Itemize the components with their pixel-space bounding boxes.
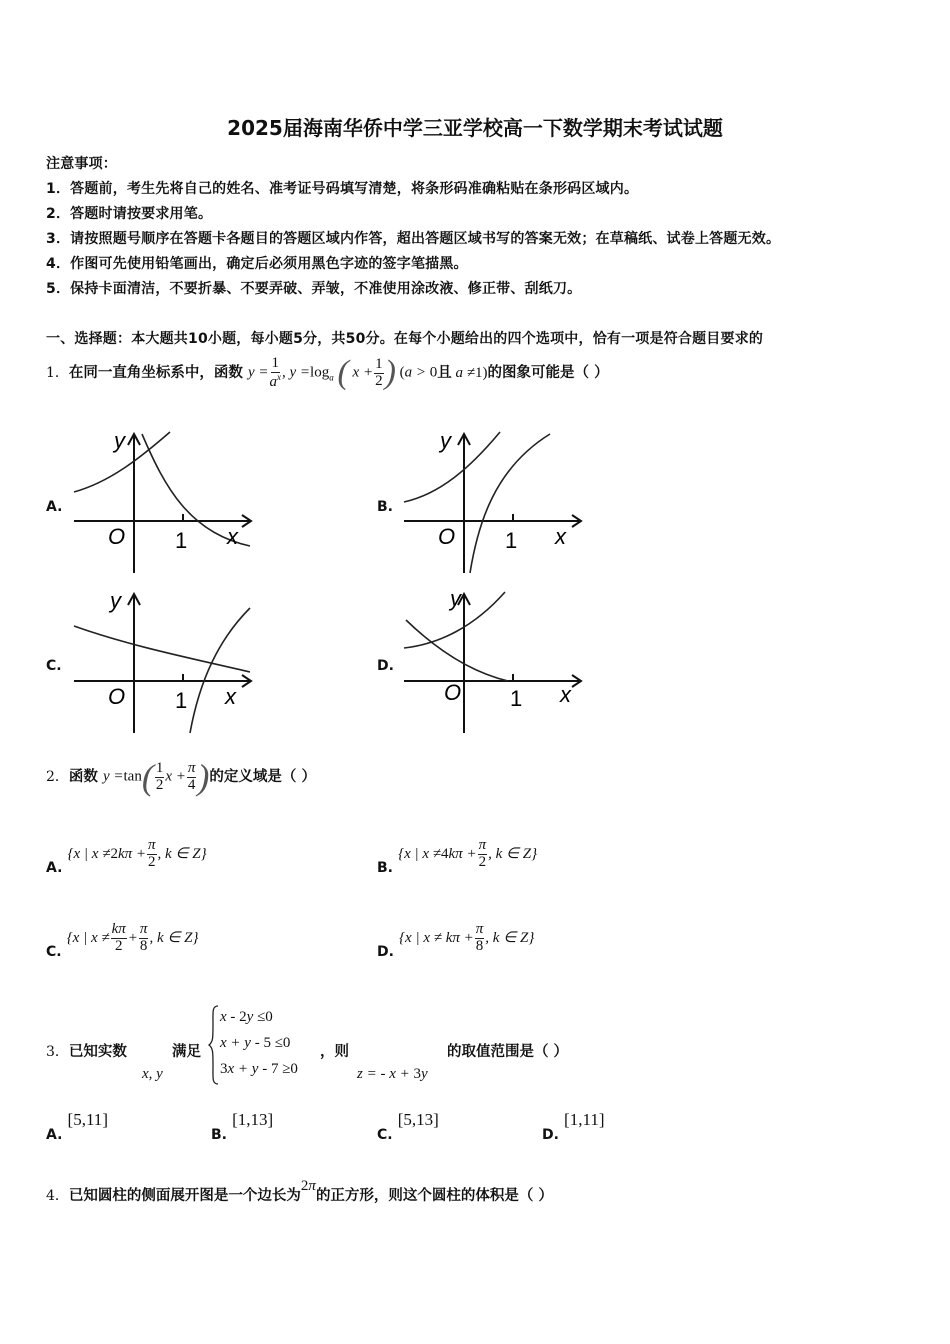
y-axis-label: y — [450, 588, 461, 611]
origin-label: O — [108, 524, 126, 549]
y-axis-label: y — [440, 428, 451, 453]
question-text: 的正方形，则这个圆柱的体积是（ ） — [315, 1188, 553, 1204]
question-text: 的定义域是（ ） — [209, 769, 316, 785]
notice-item: 1．答题前，考生先将自己的姓名、准考证号码填写清楚，将条形码准确粘贴在条形码区域内。 — [46, 181, 639, 197]
tick-label: 1 — [175, 528, 188, 553]
origin-label: O — [438, 524, 456, 549]
option-value: 1,11 — [569, 1110, 599, 1129]
question-number: 3． — [46, 1044, 69, 1060]
option-value: 5,13 — [403, 1110, 434, 1129]
tick-label: 1 — [505, 528, 518, 553]
question-4 — [46, 1178, 553, 1205]
question-2 — [46, 756, 316, 798]
question-text: 的取值范围是（ ） — [447, 1044, 569, 1060]
x-axis-label: x — [227, 524, 238, 549]
option-d[interactable]: D. {x | x ≠ kπ + $\frac{\pi}{8}$ , k ∈ Z} — [377, 921, 535, 960]
formula: {x | x ≠4kπ + $\frac{\pi}{2}$ , k ∈ Z} — [398, 837, 538, 870]
formula: z = - x + 3y — [357, 1066, 428, 1082]
y-axis-label: y — [110, 588, 121, 613]
option-c[interactable]: C. {x | x ≠ $\frac{k\pi}{2}$ + $\frac{\pi}{8}$ , k ∈ Z} — [46, 921, 199, 960]
question-number: 2． — [46, 769, 69, 785]
x-axis-label: x — [555, 524, 566, 549]
question-1 — [46, 354, 609, 392]
x-axis-label: x — [225, 684, 236, 709]
option-a[interactable]: A. [5,11] — [46, 1110, 108, 1143]
formula: a ≠1) — [451, 365, 488, 381]
x-axis-label: x — [560, 682, 571, 707]
option-c-label[interactable]: C. — [46, 658, 62, 674]
formula: y =tan( $\frac{1}{2}$ x + $\frac{\pi}{4}$ ) — [102, 757, 210, 797]
option-d[interactable]: D. [1,11] — [542, 1110, 605, 1143]
option-value: 1,13 — [237, 1110, 268, 1129]
y-axis-label: y — [114, 428, 125, 453]
graph-option-b[interactable] — [400, 428, 590, 580]
option-d-label[interactable]: D. — [377, 658, 394, 674]
question-text: 在同一直角坐标系中，函数 — [68, 365, 243, 381]
question-text: 已知实数 — [68, 1044, 127, 1060]
origin-label: O — [444, 680, 462, 705]
formula: {x | x ≠ $\frac{k\pi}{2}$ + $\frac{\pi}{8}$ , k ∈ Z} — [66, 921, 199, 954]
formula: 2π — [300, 1178, 316, 1194]
formula: {x | x ≠ kπ + $\frac{\pi}{8}$ , k ∈ Z} — [399, 921, 535, 954]
notice-item: 4．作图可先使用铅笔画出，确定后必须用黑色字迹的签字笔描黑。 — [46, 256, 468, 272]
formula: x, y — [142, 1066, 163, 1082]
question-text: 的图象可能是（ ） — [487, 365, 609, 381]
option-a[interactable]: A. {x | x ≠2kπ + $\frac{\pi}{2}$ , k ∈ Z} — [46, 837, 207, 876]
notice-item: 5．保持卡面清洁，不要折暴、不要弄破、弄皱，不准使用涂改液、修正带、刮纸刀。 — [46, 281, 582, 297]
question-text: 已知圆柱的侧面展开图是一个边长为 — [68, 1188, 301, 1204]
option-b[interactable]: B. [1,13] — [211, 1110, 274, 1143]
option-c[interactable]: C. [5,13] — [377, 1110, 439, 1143]
question-number: 1． — [46, 365, 69, 381]
notice-heading: 注意事项： — [46, 156, 117, 172]
notice-item: 3．请按照题号顺序在答题卡各题目的答题区域内作答，超出答题区域书写的答案无效；在草稿纸、试卷上答题无效。 — [46, 231, 781, 247]
tick-label: 1 — [510, 686, 523, 711]
formula: {x | x ≠2kπ + $\frac{\pi}{2}$ , k ∈ Z} — [67, 837, 207, 870]
option-a-label[interactable]: A. — [46, 499, 63, 515]
tick-label: 1 — [175, 688, 188, 713]
question-text: 且 — [437, 365, 452, 381]
option-b-label[interactable]: B. — [377, 499, 393, 515]
question-text: 函数 — [68, 769, 98, 785]
page-title: 2025届海南华侨中学三亚学校高一下数学期末考试试题 — [227, 116, 723, 140]
graph-option-a[interactable] — [70, 428, 260, 580]
question-number: 4． — [46, 1188, 69, 1204]
question-text: ，则 — [320, 1044, 349, 1060]
option-value: 5,11 — [73, 1110, 103, 1129]
section-heading: 一、选择题：本大题共10小题，每小题5分，共50分。在每个小题给出的四个选项中，恰有一项是符合题目要求的 — [46, 331, 764, 347]
option-b[interactable]: B. {x | x ≠4kπ + $\frac{\pi}{2}$ , k ∈ Z} — [377, 837, 538, 876]
question-text: 满足 — [172, 1044, 201, 1060]
question-3 — [46, 1040, 127, 1061]
graph-option-d[interactable] — [400, 588, 590, 740]
graph-option-c[interactable] — [70, 588, 260, 740]
formula: y = $\frac{1}{a^x}$ , $y =\log_a$ ( x + $\frac{1}{2}$ ) (a > 0 — [247, 354, 438, 391]
notice-item: 2．答题时请按要求用笔。 — [46, 206, 213, 222]
origin-label: O — [108, 684, 126, 709]
